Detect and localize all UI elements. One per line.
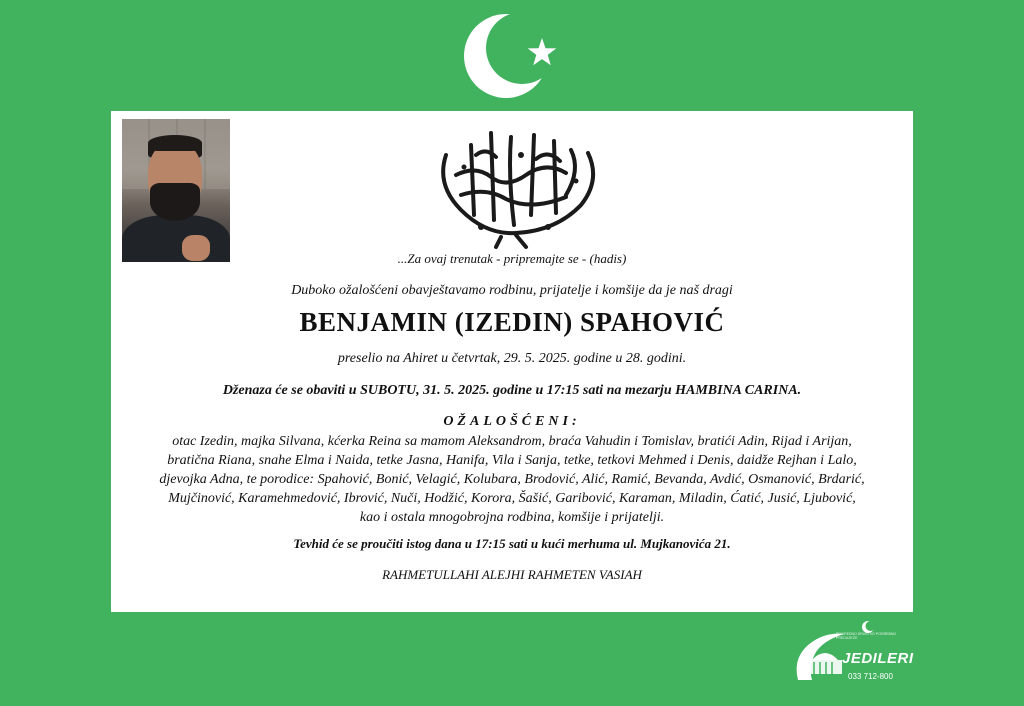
calligraphy-icon [416, 115, 616, 250]
deceased-name: BENJAMIN (IZEDIN) SPAHOVIĆ [299, 307, 725, 337]
mourners-line: djevojka Adna, te porodice: Spahović, Bonić, Velagić, Kolubara, Brodović, Alić, Ramić, Bevanda, Avdić, Osmanović, Brdarić, [159, 472, 865, 487]
logo-fine-print: PRIVREDNO DRUŠTVO POGREBNO PREDUZEĆE [836, 632, 897, 640]
obituary-card [111, 111, 913, 612]
mourners-line: kao i ostala mnogobrojna rodbina, komšije i prijatelji. [359, 510, 665, 525]
deceased-photo [122, 119, 230, 262]
prayer-text: RAHMETULLAHI ALEJHI RAHMETEN VASIAH [382, 567, 642, 582]
funeral-home-logo [790, 620, 920, 686]
mourners-title: OŽALOŠĆENI: [443, 414, 581, 429]
intro-text: Duboko ožalošćeni obavještavamo rodbinu, prijatelje i komšije da je naš dragi [291, 283, 733, 298]
mourners-line: otac Izedin, majka Silvana, kćerka Reina sa mamom Aleksandrom, braća Vahudin i Tomislav, bratići Adin, Rijad i Arijan, [172, 434, 852, 449]
tevhid-text: Tevhid će se proučiti istog dana u 17:15 sati u kući merhuma ul. Mujkanovića 21. [293, 536, 731, 551]
mourners-line: Mujčinović, Karamehmedović, Ibrović, Nuči, Hodžić, Korora, Šašić, Garibović, Karaman, Miladin, Ćatić, Jusić, Ljubović, [168, 491, 856, 506]
funeral-text: Dženaza će se obaviti u SUBOTU, 31. 5. 2025. godine u 17:15 sati na mezarju HAMBINA CARINA. [222, 383, 802, 398]
mourners-line: bratična Riana, snahe Elma i Naida, tetke Jasna, Hanifa, Vila i Sanja, tetke, tetkovi Mehmed i Denis, daidže Rejhan i Lalo, [167, 453, 857, 468]
passing-text: preselio na Ahiret u četvrtak, 29. 5. 2025. godine u 28. godini. [337, 351, 687, 366]
crescent-star-icon [460, 8, 570, 104]
logo-phone: 033 712-800 [848, 672, 893, 681]
mosque-logo-icon [790, 620, 850, 686]
logo-brand: JEDILERI [842, 650, 914, 667]
mourners-list [111, 432, 913, 527]
hadis-quote: ...Za ovaj trenutak - pripremajte se - (hadis) [397, 251, 627, 266]
crescent-wrap [460, 8, 570, 104]
